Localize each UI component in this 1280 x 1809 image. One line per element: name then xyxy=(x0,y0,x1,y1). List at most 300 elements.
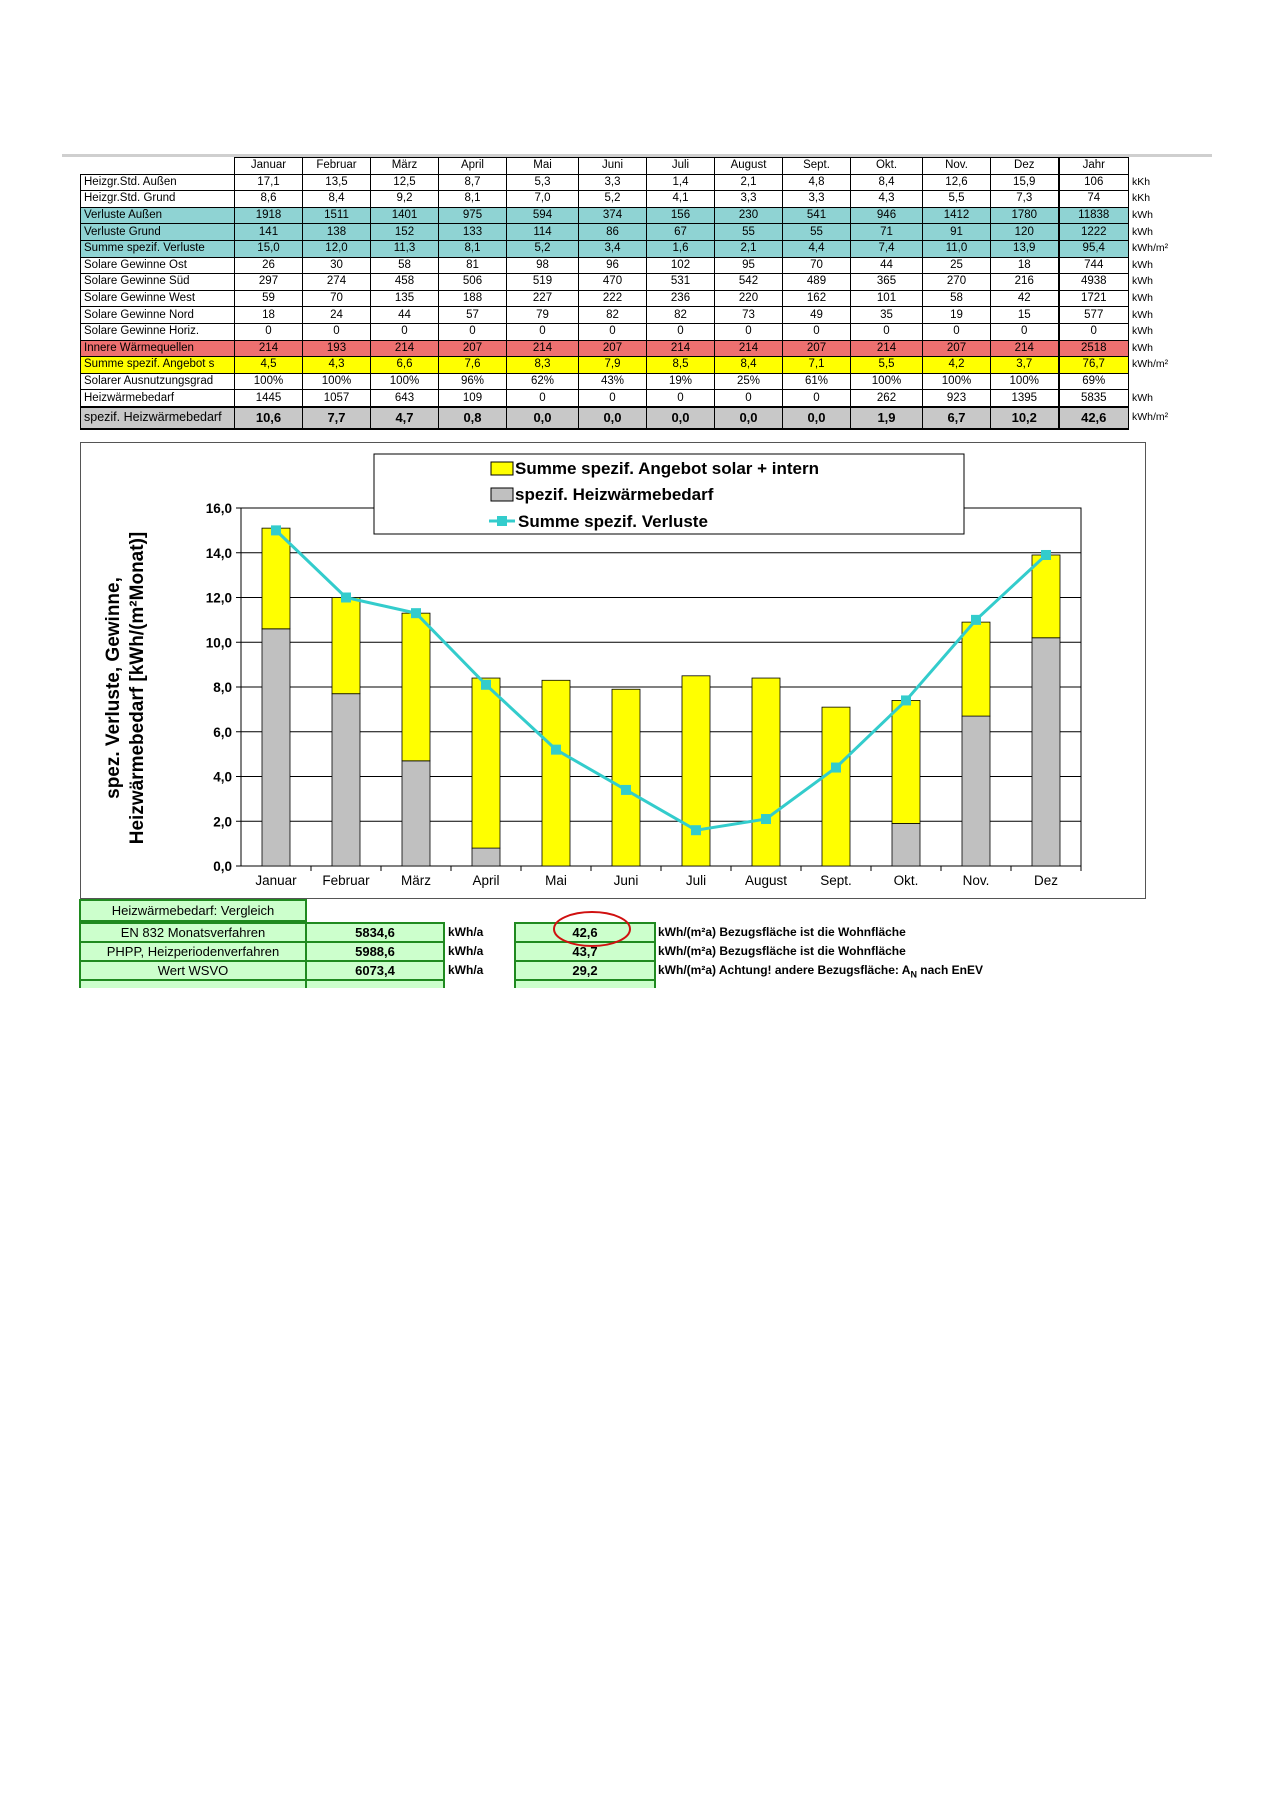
month-value-cell: 12,0 xyxy=(303,240,371,257)
month-value-cell: 44 xyxy=(371,307,439,324)
losses-marker xyxy=(761,814,771,824)
month-value-cell: 7,1 xyxy=(783,357,851,374)
row-unit: kWh/m² xyxy=(1132,411,1169,424)
month-value-cell: 2,1 xyxy=(715,174,783,191)
month-value-cell: 100% xyxy=(851,373,923,390)
month-value-cell: 156 xyxy=(647,207,715,224)
month-value-cell: 15 xyxy=(991,307,1059,324)
row-unit: kWh xyxy=(1132,209,1153,222)
month-value-cell: 1780 xyxy=(991,207,1059,224)
y-axis-label-line: Heizwärmebedarf [kWh/(m²Monat)] xyxy=(127,531,148,845)
x-tick-label: Mai xyxy=(545,873,567,888)
month-value-cell: 114 xyxy=(507,224,579,241)
month-value-cell: 7,3 xyxy=(991,191,1059,208)
comparison-row-value: 6073,4 xyxy=(305,960,445,981)
month-value-cell: 2,1 xyxy=(715,240,783,257)
month-value-cell: 8,1 xyxy=(439,240,507,257)
month-value-cell: 0 xyxy=(371,323,439,340)
row-unit: kWh xyxy=(1132,391,1153,404)
x-tick-label: August xyxy=(744,873,788,888)
month-value-cell: 0 xyxy=(647,323,715,340)
month-value-cell: 35 xyxy=(851,307,923,324)
month-value-cell: 138 xyxy=(303,224,371,241)
losses-marker xyxy=(411,608,421,618)
year-total-cell: 74 xyxy=(1059,191,1129,208)
month-value-cell: 262 xyxy=(851,390,923,407)
losses-marker xyxy=(271,525,281,535)
month-value-cell: 0 xyxy=(507,323,579,340)
comparison-row-label: Wert WSVO xyxy=(79,960,307,981)
month-value-cell: 98 xyxy=(507,257,579,274)
month-value-cell: 0,0 xyxy=(783,407,851,429)
losses-marker xyxy=(481,680,491,690)
month-value-cell: 95 xyxy=(715,257,783,274)
month-value-cell: 0 xyxy=(507,390,579,407)
comparison-row-unit: kWh/a xyxy=(448,963,484,977)
table-row xyxy=(81,174,1174,191)
table-row xyxy=(81,240,1174,257)
table-row xyxy=(81,390,1174,407)
chart-svg xyxy=(81,443,1145,898)
month-value-cell: 220 xyxy=(715,290,783,307)
month-value-cell: 71 xyxy=(851,224,923,241)
month-value-cell: 207 xyxy=(783,340,851,357)
month-value-cell: 100% xyxy=(991,373,1059,390)
x-tick-label: Dez xyxy=(1033,873,1059,888)
comparison-row-unit: kWh/a xyxy=(448,925,484,939)
month-value-cell: 8,4 xyxy=(851,174,923,191)
month-value-cell: 0 xyxy=(715,390,783,407)
month-value-cell: 11,0 xyxy=(923,240,991,257)
table-row xyxy=(81,224,1174,241)
row-unit: kKh xyxy=(1132,175,1151,188)
losses-marker xyxy=(691,825,701,835)
year-total-cell: 106 xyxy=(1059,174,1129,191)
month-value-cell: 0 xyxy=(715,323,783,340)
legend-swatch-gains xyxy=(491,462,513,475)
month-value-cell: 188 xyxy=(439,290,507,307)
month-value-cell: 0,8 xyxy=(439,407,507,429)
row-unit: kWh xyxy=(1132,341,1153,354)
comparison-row-label: EN 832 Monatsverfahren xyxy=(79,922,307,943)
month-value-cell: 73 xyxy=(715,307,783,324)
table-row xyxy=(81,340,1174,357)
month-value-cell: 7,0 xyxy=(507,191,579,208)
month-header: April xyxy=(439,158,507,175)
month-value-cell: 594 xyxy=(507,207,579,224)
x-tick-label: Sept. xyxy=(820,873,852,888)
month-value-cell: 4,4 xyxy=(783,240,851,257)
row-label: Solare Gewinne Ost xyxy=(81,257,235,274)
month-value-cell: 1,9 xyxy=(851,407,923,429)
losses-marker xyxy=(901,695,911,705)
row-label: Verluste Grund xyxy=(81,224,235,241)
year-total-cell: 744 xyxy=(1059,257,1129,274)
x-tick-label: Nov. xyxy=(962,873,990,888)
legend-label-losses: Summe spezif. Verluste xyxy=(518,512,708,531)
month-value-cell: 141 xyxy=(235,224,303,241)
y-tick-label: 6,0 xyxy=(213,724,232,740)
month-value-cell: 4,5 xyxy=(235,357,303,374)
month-value-cell: 0 xyxy=(303,323,371,340)
month-value-cell: 207 xyxy=(579,340,647,357)
month-value-cell: 96% xyxy=(439,373,507,390)
year-total-cell: 1222 xyxy=(1059,224,1129,241)
month-value-cell: 214 xyxy=(235,340,303,357)
y-tick-label: 8,0 xyxy=(213,680,232,695)
y-axis-label xyxy=(103,532,148,844)
month-header: Nov. xyxy=(923,158,991,175)
month-value-cell: 24 xyxy=(303,307,371,324)
month-value-cell: 13,5 xyxy=(303,174,371,191)
table-row xyxy=(81,357,1174,374)
month-value-cell: 214 xyxy=(507,340,579,357)
row-label: Verluste Außen xyxy=(81,207,235,224)
month-value-cell: 62% xyxy=(507,373,579,390)
month-value-cell: 0,0 xyxy=(647,407,715,429)
month-value-cell: 1057 xyxy=(303,390,371,407)
month-value-cell: 70 xyxy=(303,290,371,307)
legend-label-gains: Summe spezif. Angebot solar + intern xyxy=(515,459,820,478)
month-value-cell: 9,2 xyxy=(371,191,439,208)
row-label: Summe spezif. Verluste xyxy=(81,240,235,257)
month-value-cell: 135 xyxy=(371,290,439,307)
year-total-cell: 577 xyxy=(1059,307,1129,324)
page-cutoff xyxy=(0,988,1280,1008)
month-value-cell: 3,4 xyxy=(579,240,647,257)
month-value-cell: 0,0 xyxy=(715,407,783,429)
year-total-cell: 0 xyxy=(1059,323,1129,340)
highlight-circle xyxy=(550,909,634,949)
y-tick-label: 2,0 xyxy=(213,814,232,830)
comparison-row-comment: kWh/(m²a) Bezugsfläche ist die Wohnfläche xyxy=(658,944,906,958)
month-value-cell: 274 xyxy=(303,274,371,291)
month-value-cell: 1,4 xyxy=(647,174,715,191)
y-tick-label: 4,0 xyxy=(213,769,232,785)
row-unit: kWh/m² xyxy=(1132,242,1169,255)
comparison-row-comment: kWh/(m²a) Achtung! andere Bezugsfläche: $A_N$ nach EnEV xyxy=(658,963,983,980)
row-label: Solarer Ausnutzungsgrad xyxy=(81,373,235,390)
gains-bar xyxy=(542,680,570,866)
month-value-cell: 1511 xyxy=(303,207,371,224)
month-value-cell: 101 xyxy=(851,290,923,307)
month-value-cell: 8,7 xyxy=(439,174,507,191)
month-value-cell: 15,0 xyxy=(235,240,303,257)
month-value-cell: 214 xyxy=(991,340,1059,357)
month-value-cell: 70 xyxy=(783,257,851,274)
comparison-row-specific: 29,2 xyxy=(514,960,656,981)
month-value-cell: 214 xyxy=(851,340,923,357)
month-value-cell: 58 xyxy=(371,257,439,274)
gains-bar xyxy=(332,598,360,694)
gains-bar xyxy=(892,700,920,823)
month-value-cell: 7,4 xyxy=(851,240,923,257)
month-value-cell: 96 xyxy=(579,257,647,274)
comparison-row-label: PHPP, Heizperiodenverfahren xyxy=(79,941,307,962)
month-value-cell: 8,5 xyxy=(647,357,715,374)
month-value-cell: 15,9 xyxy=(991,174,1059,191)
year-total-cell: 76,7 xyxy=(1059,357,1129,374)
month-value-cell: 25% xyxy=(715,373,783,390)
year-total-cell: 95,4 xyxy=(1059,240,1129,257)
row-label: Solare Gewinne Süd xyxy=(81,274,235,291)
year-total-cell: 2518 xyxy=(1059,340,1129,357)
month-value-cell: 8,1 xyxy=(439,191,507,208)
row-unit: kWh xyxy=(1132,225,1153,238)
gains-bar xyxy=(752,678,780,866)
month-value-cell: 5,3 xyxy=(507,174,579,191)
month-value-cell: 67 xyxy=(647,224,715,241)
month-value-cell: 214 xyxy=(715,340,783,357)
month-value-cell: 4,2 xyxy=(923,357,991,374)
month-value-cell: 81 xyxy=(439,257,507,274)
y-tick-label: 12,0 xyxy=(205,590,232,606)
month-value-cell: 8,3 xyxy=(507,357,579,374)
row-unit: kWh xyxy=(1132,275,1153,288)
month-value-cell: 59 xyxy=(235,290,303,307)
month-value-cell: 4,3 xyxy=(851,191,923,208)
month-header: Juli xyxy=(647,158,715,175)
x-tick-label: April xyxy=(472,873,500,888)
month-value-cell: 3,7 xyxy=(991,357,1059,374)
month-value-cell: 923 xyxy=(923,390,991,407)
month-value-cell: 542 xyxy=(715,274,783,291)
row-unit: kWh xyxy=(1132,258,1153,271)
month-value-cell: 227 xyxy=(507,290,579,307)
losses-marker xyxy=(341,593,351,603)
month-value-cell: 0 xyxy=(439,323,507,340)
losses-marker xyxy=(621,785,631,795)
month-value-cell: 19 xyxy=(923,307,991,324)
month-value-cell: 541 xyxy=(783,207,851,224)
legend-label-demand: spezif. Heizwärmebedarf xyxy=(515,485,714,504)
y-tick-label: 16,0 xyxy=(205,501,232,516)
month-value-cell: 79 xyxy=(507,307,579,324)
y-axis-label-line: spez. Verluste, Gewinne, xyxy=(103,577,124,799)
month-value-cell: 6,6 xyxy=(371,357,439,374)
table-header-row xyxy=(81,158,1174,175)
month-value-cell: 102 xyxy=(647,257,715,274)
month-value-cell: 3,3 xyxy=(579,174,647,191)
energy-balance-table xyxy=(80,157,1174,430)
month-header: Okt. xyxy=(851,158,923,175)
month-header: August xyxy=(715,158,783,175)
table-row xyxy=(81,257,1174,274)
gains-bar xyxy=(822,707,850,866)
month-value-cell: 19% xyxy=(647,373,715,390)
month-value-cell: 216 xyxy=(991,274,1059,291)
month-value-cell: 5,5 xyxy=(851,357,923,374)
losses-marker xyxy=(971,615,981,625)
gains-bar xyxy=(472,678,500,848)
month-value-cell: 26 xyxy=(235,257,303,274)
month-value-cell: 8,4 xyxy=(715,357,783,374)
comparison-row-unit: kWh/a xyxy=(448,944,484,958)
month-value-cell: 3,3 xyxy=(715,191,783,208)
month-header: Februar xyxy=(303,158,371,175)
month-value-cell: 12,6 xyxy=(923,174,991,191)
row-label: Summe spezif. Angebot s xyxy=(81,357,235,374)
month-value-cell: 17,1 xyxy=(235,174,303,191)
month-value-cell: 531 xyxy=(647,274,715,291)
month-value-cell: 10,2 xyxy=(991,407,1059,429)
month-header: Januar xyxy=(235,158,303,175)
month-value-cell: 1395 xyxy=(991,390,1059,407)
month-value-cell: 0 xyxy=(991,323,1059,340)
year-total-cell: 42,6 xyxy=(1059,407,1129,429)
month-value-cell: 55 xyxy=(715,224,783,241)
table-row xyxy=(81,290,1174,307)
month-value-cell: 61% xyxy=(783,373,851,390)
losses-marker xyxy=(831,763,841,773)
comparison-row-specific: 43,7 xyxy=(514,941,656,962)
month-value-cell: 214 xyxy=(371,340,439,357)
month-value-cell: 0,0 xyxy=(579,407,647,429)
losses-marker xyxy=(551,745,561,755)
month-value-cell: 12,5 xyxy=(371,174,439,191)
month-value-cell: 4,8 xyxy=(783,174,851,191)
gains-bar xyxy=(1032,555,1060,638)
heating-demand-bar xyxy=(962,716,990,866)
row-unit: kWh xyxy=(1132,292,1153,305)
row-label: Heizgr.Std. Grund xyxy=(81,191,235,208)
year-header: Jahr xyxy=(1059,158,1129,175)
heating-demand-bar xyxy=(332,694,360,866)
month-value-cell: 5,5 xyxy=(923,191,991,208)
month-value-cell: 49 xyxy=(783,307,851,324)
comparison-title: Heizwärmebedarf: Vergleich xyxy=(79,899,307,922)
row-label: Heizwärmebedarf xyxy=(81,390,235,407)
month-value-cell: 230 xyxy=(715,207,783,224)
month-value-cell: 42 xyxy=(991,290,1059,307)
month-value-cell: 100% xyxy=(235,373,303,390)
x-tick-label: Juni xyxy=(613,873,639,888)
gains-bar xyxy=(402,613,430,761)
month-value-cell: 365 xyxy=(851,274,923,291)
month-value-cell: 1401 xyxy=(371,207,439,224)
month-header: März xyxy=(371,158,439,175)
month-value-cell: 0 xyxy=(579,323,647,340)
row-label: spezif. Heizwärmebedarf xyxy=(81,407,235,429)
x-tick-label: Juli xyxy=(685,873,707,888)
y-tick-label: 14,0 xyxy=(205,545,232,561)
month-value-cell: 8,4 xyxy=(303,191,371,208)
row-unit: kWh xyxy=(1132,308,1153,321)
month-value-cell: 10,6 xyxy=(235,407,303,429)
month-value-cell: 3,3 xyxy=(783,191,851,208)
month-value-cell: 11,3 xyxy=(371,240,439,257)
month-value-cell: 100% xyxy=(923,373,991,390)
row-label: Solare Gewinne Horiz. xyxy=(81,323,235,340)
month-value-cell: 0 xyxy=(647,390,715,407)
row-label: Heizgr.Std. Außen xyxy=(81,174,235,191)
month-value-cell: 0 xyxy=(783,323,851,340)
x-tick-label: März xyxy=(401,873,431,888)
year-total-cell: 69% xyxy=(1059,373,1129,390)
month-value-cell: 58 xyxy=(923,290,991,307)
month-value-cell: 82 xyxy=(647,307,715,324)
month-value-cell: 30 xyxy=(303,257,371,274)
table-row xyxy=(81,323,1174,340)
row-label: Solare Gewinne Nord xyxy=(81,307,235,324)
month-value-cell: 1445 xyxy=(235,390,303,407)
row-unit: kKh xyxy=(1132,192,1151,205)
month-value-cell: 4,7 xyxy=(371,407,439,429)
month-value-cell: 222 xyxy=(579,290,647,307)
month-value-cell: 1412 xyxy=(923,207,991,224)
month-value-cell: 6,7 xyxy=(923,407,991,429)
heating-demand-chart xyxy=(80,442,1146,899)
row-label: Innere Wärmequellen xyxy=(81,340,235,357)
month-value-cell: 109 xyxy=(439,390,507,407)
month-header: Mai xyxy=(507,158,579,175)
month-value-cell: 18 xyxy=(991,257,1059,274)
comparison-row-comment: kWh/(m²a) Bezugsfläche ist die Wohnfläche xyxy=(658,925,906,939)
month-value-cell: 44 xyxy=(851,257,923,274)
month-value-cell: 506 xyxy=(439,274,507,291)
month-value-cell: 5,2 xyxy=(579,191,647,208)
table-row xyxy=(81,191,1174,208)
month-value-cell: 207 xyxy=(923,340,991,357)
heating-demand-bar xyxy=(1032,638,1060,866)
table-row xyxy=(81,407,1174,429)
month-value-cell: 374 xyxy=(579,207,647,224)
month-value-cell: 4,1 xyxy=(647,191,715,208)
table-row xyxy=(81,274,1174,291)
month-value-cell: 0,0 xyxy=(507,407,579,429)
month-value-cell: 152 xyxy=(371,224,439,241)
month-value-cell: 5,2 xyxy=(507,240,579,257)
table-row xyxy=(81,207,1174,224)
month-value-cell: 946 xyxy=(851,207,923,224)
month-value-cell: 86 xyxy=(579,224,647,241)
year-total-cell: 1721 xyxy=(1059,290,1129,307)
gains-bar xyxy=(612,689,640,866)
row-label: Solare Gewinne West xyxy=(81,290,235,307)
month-value-cell: 458 xyxy=(371,274,439,291)
month-value-cell: 100% xyxy=(303,373,371,390)
row-unit: kWh xyxy=(1132,325,1153,338)
month-value-cell: 25 xyxy=(923,257,991,274)
month-value-cell: 55 xyxy=(783,224,851,241)
comparison-row-specific: 42,6 xyxy=(514,922,656,943)
month-value-cell: 470 xyxy=(579,274,647,291)
comparison-row-value: 5834,6 xyxy=(305,922,445,943)
y-tick-label: 0,0 xyxy=(213,859,232,874)
month-value-cell: 43% xyxy=(579,373,647,390)
table-row xyxy=(81,307,1174,324)
month-value-cell: 0 xyxy=(851,323,923,340)
month-value-cell: 7,6 xyxy=(439,357,507,374)
month-value-cell: 100% xyxy=(371,373,439,390)
year-total-cell: 5835 xyxy=(1059,390,1129,407)
month-header: Dez xyxy=(991,158,1059,175)
gains-bar xyxy=(262,528,290,629)
gains-bar xyxy=(962,622,990,716)
table-row xyxy=(81,373,1174,390)
month-value-cell: 162 xyxy=(783,290,851,307)
heating-demand-bar xyxy=(262,629,290,866)
legend-swatch-demand xyxy=(491,488,513,501)
month-value-cell: 120 xyxy=(991,224,1059,241)
month-value-cell: 0 xyxy=(923,323,991,340)
gains-bar xyxy=(682,676,710,866)
x-tick-label: Januar xyxy=(255,873,297,888)
month-value-cell: 214 xyxy=(647,340,715,357)
month-value-cell: 7,7 xyxy=(303,407,371,429)
month-header: Sept. xyxy=(783,158,851,175)
x-tick-label: Okt. xyxy=(893,873,919,888)
